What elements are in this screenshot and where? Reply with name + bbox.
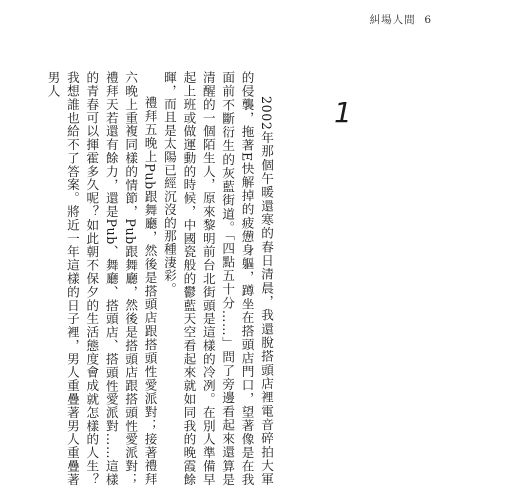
chapter-number: 1 xyxy=(334,96,352,129)
paragraph-2: 禮拜五晚上Pub跟舞廳，然後是搭頭店跟搭頭性愛派對；接著禮拜六晚上重複同樣的情節，Pub跟舞廳，然後是搭頭店跟搭頭性愛派對；禮拜天若還有餘力，還是Pub、舞廳、搭頭店、搭頭性愛派對……這樣的青春可以揮霍多久呢？如此朝不保夕的生活態度會成就怎樣的人生？我想誰也給不了答案。將近一年這樣的日子裡，男人重疊著男人重疊著男人 xyxy=(45,71,158,486)
paragraph-1: 2002年那個午暖還寒的春日清晨，我還脫搭頭店裡電音碎拍大軍的侵襲，拖著E快解掉的疲憊身軀，蹲坐在搭頭店門口，望著像是在我面前不斷衍生的灰藍街道。「四點五十分……」問了旁邊看起來還算是清醒的一個陌生人，原來黎明前台北街頭是這樣的冷冽。在別人準備早起上班或做運動的時候，中國瓷般的鬱藍天空看起來就如同我的晚霞餘暉，而且是太陽已經沉沒的那種淒彩。 xyxy=(161,71,274,486)
running-header xyxy=(370,12,432,27)
page-number: 6 xyxy=(424,14,432,26)
body-text xyxy=(43,71,276,486)
running-title: 糾場人間 xyxy=(369,14,416,26)
